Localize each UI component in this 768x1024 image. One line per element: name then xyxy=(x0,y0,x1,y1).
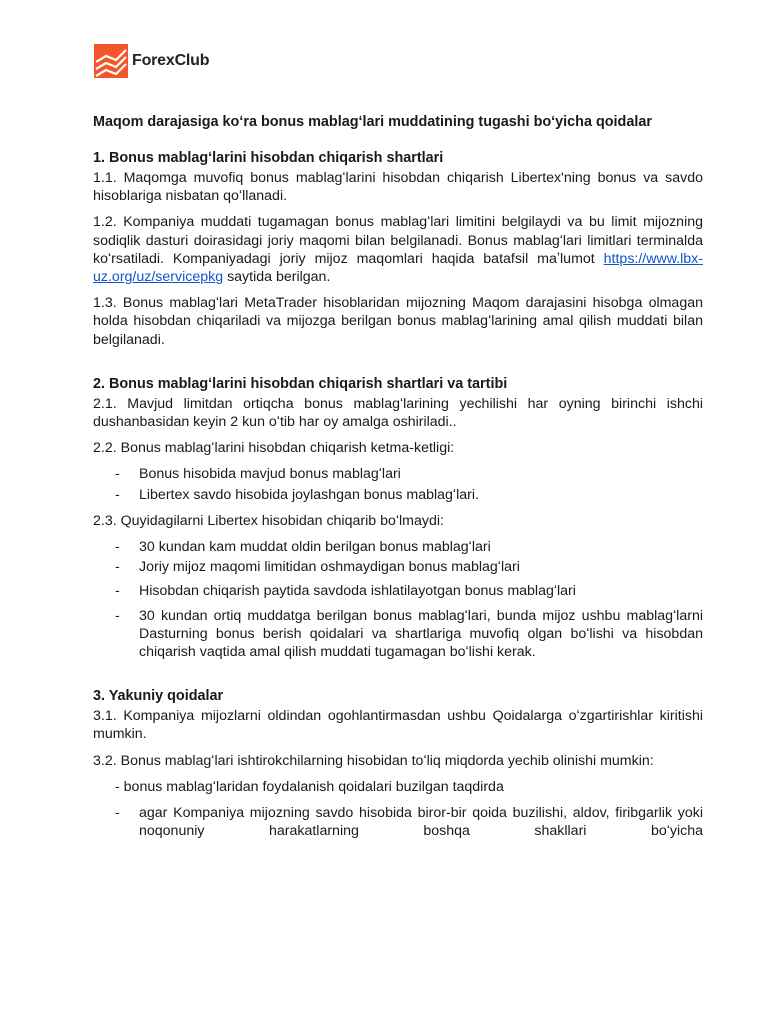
list-item xyxy=(93,558,703,576)
list-item xyxy=(93,582,703,600)
list-item-text: 30 kundan ortiq muddatga berilgan bonus mablagʻlari, bunda mijoz ushbu mablagʻlarni Dasturning bonus berish qoidalari va shartlariga muvofiq olgan boʻlishi va hisobdan chiqarish vaqtida amal qilish muddati tugamagan boʻlishi kerak. xyxy=(139,607,703,661)
section-2-heading: 2. Bonus mablagʻlarini hisobdan chiqarish shartlari va tartibi xyxy=(93,375,508,392)
list-item-text: agar Kompaniya mijozning savdo hisobida biror-bir qoida buzilishi, aldov, firibgarlik yoki noqonuniy harakatlarning boshqa shakllari boʻyicha xyxy=(139,805,703,840)
servicepkg-link[interactable]: https://www.lbx-uz.org/uz/servicepkg xyxy=(93,250,703,286)
list-item: - bonus mablagʻlaridan foydalanish qoidalari buzilgan taqdirda xyxy=(115,778,504,795)
dash-marker: - xyxy=(115,539,120,556)
section-spacer xyxy=(93,357,703,375)
section-1-heading: 1. Bonus mablagʻlarini hisobdan chiqarish shartlari xyxy=(93,150,444,166)
document-title: Maqom darajasiga koʻra bonus mablagʻlari muddatining tugashi boʻyicha qoidalar xyxy=(93,114,652,130)
list-item xyxy=(93,804,703,840)
dash-marker: - xyxy=(115,805,120,822)
paragraph-1-3: 1.3. Bonus mablagʻlari MetaTrader hisoblaridan mijozning Maqom darajasini hisobga olmagan holda hisobdan chiqariladi va mijozga berilgan bonus mablagʻlarining amal qilish muddati bilan belgilanadi. xyxy=(93,295,703,348)
list-item xyxy=(93,538,703,556)
list-item xyxy=(93,465,703,483)
paragraph-1-2 xyxy=(93,213,703,286)
paragraph-1-2-tail: saytida berilgan. xyxy=(223,269,331,286)
list-item-text: 30 kundan kam muddat oldin berilgan bonus mablagʻlari xyxy=(139,539,491,556)
forexclub-stripes-icon xyxy=(94,44,128,78)
paragraph-1-2-text: 1.2. Kompaniya muddati tugamagan bonus mablagʻlari limitini belgilaydi va bu limit mijozning sodiqlik dasturi doirasidagi joriy maqomi bilan belgilanadi. Bonus mablagʻlari limitlari terminalda koʻrsatiladi. Kompaniyadagi joriy mijoz maqomlari haqida batafsil maʼlumot xyxy=(93,214,703,267)
list-item-text: Libertex savdo hisobida joylashgan bonus mablagʻlari. xyxy=(139,486,479,503)
dash-marker: - xyxy=(115,583,120,600)
paragraph-2-3: 2.3. Quyidagilarni Libertex hisobidan chiqarib boʻlmaydi: xyxy=(93,512,444,529)
brand-name: ForexClub xyxy=(132,52,210,69)
paragraph-2-1: 2.1. Mavjud limitdan ortiqcha bonus mablagʻlarining yechilishi har oyning birinchi ishchi dushanbasidan keyin 2 kun oʻtib har oy amalga oshiriladi.. xyxy=(93,395,703,431)
document-body xyxy=(93,111,703,848)
paragraph-3-1: 3.1. Kompaniya mijozlarni oldindan ogohlantirmasdan ushbu Qoidalarga oʻzgartirishlar kiritishi mumkin. xyxy=(93,708,703,743)
list-item-text: Hisobdan chiqarish paytida savdoda ishlatilayotgan bonus mablagʻlari xyxy=(139,583,576,600)
section-3-heading: 3. Yakuniy qoidalar xyxy=(93,688,224,705)
deduction-order-list xyxy=(93,465,703,503)
paragraph-1-1: 1.1. Maqomga muvofiq bonus mablagʻlarini hisobdan chiqarish Libertex'ning bonus va savdo hisoblariga nisbatan qoʻllanadi. xyxy=(93,170,703,205)
dash-marker: - xyxy=(115,466,120,483)
brand-logo xyxy=(94,44,209,78)
list-item xyxy=(93,607,703,662)
list-item-text: Joriy mijoz maqomi limitidan oshmaydigan bonus mablagʻlari xyxy=(139,559,520,576)
violation-list xyxy=(93,804,703,840)
paragraph-2-2: 2.2. Bonus mablagʻlarini hisobdan chiqarish ketma-ketligi: xyxy=(93,440,455,457)
list-item-text: Bonus hisobida mavjud bonus mablagʻlari xyxy=(139,466,401,483)
dash-marker: - xyxy=(115,486,120,503)
paragraph-3-2: 3.2. Bonus mablagʻlari ishtirokchilarning hisobidan toʻliq miqdorda yechib olinishi mumkin: xyxy=(93,752,654,769)
list-item xyxy=(93,486,703,504)
exclusions-list xyxy=(93,538,703,661)
dash-marker: - xyxy=(115,559,120,576)
section-spacer xyxy=(93,669,703,687)
dash-marker: - xyxy=(115,607,120,624)
